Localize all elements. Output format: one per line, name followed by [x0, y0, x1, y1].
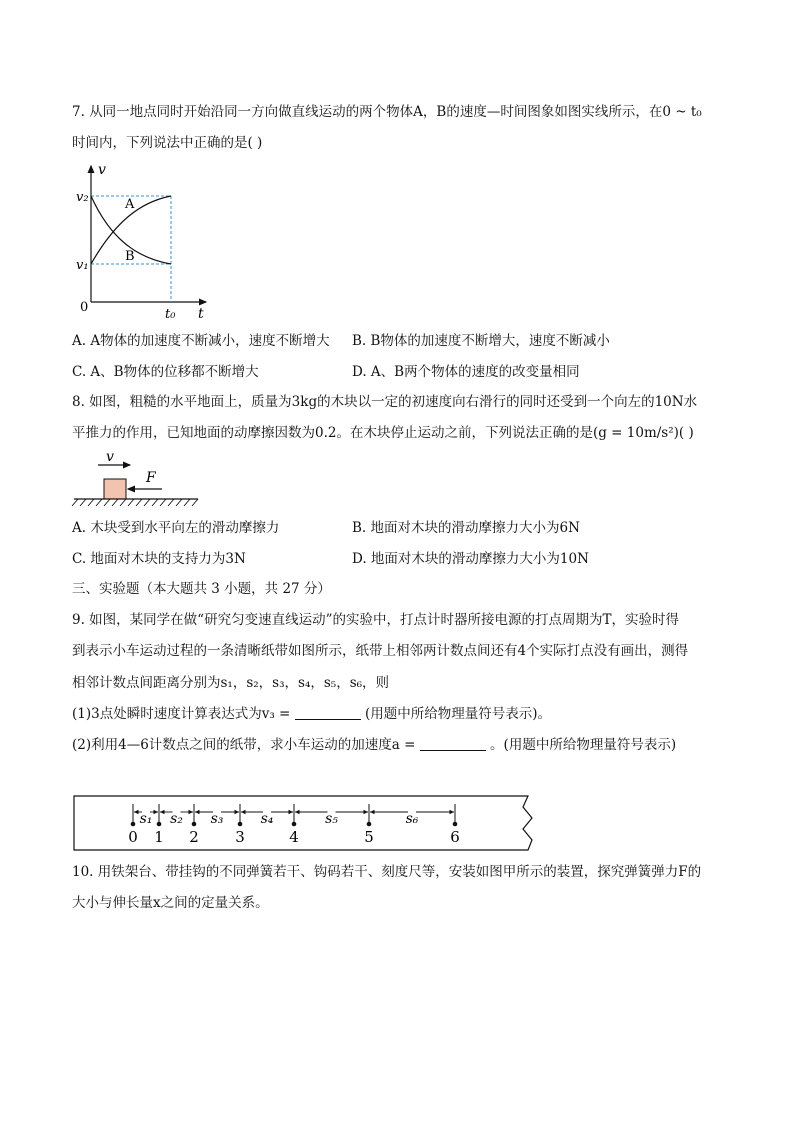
tape-segment-label-1: s₁	[139, 811, 153, 827]
tape-dot-4	[292, 822, 297, 827]
tape-point-label-6: 6	[450, 828, 460, 846]
tape-dot-5	[367, 822, 372, 827]
q8-line-1: 8. 如图，粗糙的水平地面上，质量为3kg的木块以一定的初速度向右滑行的同时还受到一个向左的10N水	[72, 394, 698, 410]
tape-point-label-1: 1	[154, 828, 164, 846]
q8-option-d[interactable]: D. 地面对木块的滑动摩擦力大小为10N	[352, 551, 589, 567]
v-axis-label: v	[98, 162, 106, 178]
q9-line-1: 9. 如图，某同学在做“研究匀变速直线运动”的实验中，打点计时器所接电源的打点周期为T，实验时得	[72, 612, 679, 628]
tape-dot-3	[238, 822, 243, 827]
q9-sub-1-answer-blank[interactable]	[295, 705, 361, 720]
v2-label: v₂	[76, 190, 89, 205]
velocity-label: v	[106, 449, 114, 465]
tape-point-label-5: 5	[364, 828, 374, 846]
tape-dot-0	[131, 822, 136, 827]
q8-option-a[interactable]: A. 木块受到水平向左的滑动摩擦力	[72, 520, 280, 536]
q7-line-2: 时间内，下列说法中正确的是( )	[72, 135, 263, 151]
ground-hatch	[72, 499, 198, 506]
q8-option-b[interactable]: B. 地面对木块的滑动摩擦力大小为6N	[352, 520, 580, 536]
v1-label: v₁	[76, 258, 89, 273]
q9-sub-2-prefix: (2)利用4—6计数点之间的纸带，求小车运动的加速度a =	[72, 737, 416, 753]
q9-sub-1	[72, 704, 551, 724]
tape-dot-6	[453, 822, 458, 827]
q9-sub-2	[72, 735, 676, 755]
q7-option-c[interactable]: C. A、B物体的位移都不断增大	[72, 364, 259, 380]
section-3-title: 三、实验题（本大题共 3 小题，共 27 分）	[72, 581, 331, 597]
t-axis-label: t	[198, 306, 204, 322]
q7-option-b[interactable]: B. B物体的加速度不断增大，速度不断减小	[352, 333, 610, 349]
origin-label: 0	[80, 300, 89, 315]
q7-line-1: 7. 从同一地点同时开始沿同一方向做直线运动的两个物体A，B的速度—时间图象如图实线所示，在0 ~ t₀	[72, 104, 702, 120]
tape-segment-label-2: s₂	[170, 811, 183, 827]
tape-point-label-0: 0	[128, 828, 138, 846]
q9-sub-1-prefix: (1)3点处瞬时速度计算表达式为v₃ =	[72, 706, 291, 722]
block-figure	[70, 449, 204, 511]
q9-sub-2-suffix: 。(用题中所给物理量符号表示)	[490, 737, 677, 753]
tape-dot-1	[157, 822, 162, 827]
tape-point-label-2: 2	[189, 828, 199, 846]
q7-option-d[interactable]: D. A、B两个物体的速度的改变量相同	[352, 364, 580, 380]
force-label: F	[146, 470, 156, 486]
curve-b-label: B	[125, 249, 135, 264]
q8-option-c[interactable]: C. 地面对木块的支持力为3N	[72, 551, 246, 567]
q8-line-2: 平推力的作用，已知地面的动摩擦因数为0.2。在木块停止运动之前，下列说法正确的是(g = 10m/s²)( )	[72, 425, 694, 441]
q9-line-3: 相邻计数点间距离分别为s₁，s₂，s₃，s₄，s₅，s₆，则	[72, 675, 390, 691]
q7-option-a[interactable]: A. A物体的加速度不断减小，速度不断增大	[72, 333, 330, 349]
tape-segment-label-5: s₅	[325, 811, 338, 827]
tape-segment-label-3: s₃	[210, 811, 224, 827]
vt-graph	[70, 160, 220, 322]
tape-segment-label-4: s₄	[260, 811, 274, 827]
q9-sub-2-answer-blank[interactable]	[420, 736, 486, 751]
tape-point-label-3: 3	[235, 828, 245, 846]
q9-line-2: 到表示小车运动过程的一条清晰纸带如图所示，纸带上相邻两计数点间还有4个实际打点没有画出，测得	[72, 643, 689, 659]
t0-label: t₀	[165, 307, 176, 322]
q10-line-1: 10. 用铁架台、带挂钩的不同弹簧若干、钩码若干、刻度尺等，安装如图甲所示的装置，探究弹簧弹力F的	[72, 864, 702, 880]
q9-sub-1-suffix: (用题中所给物理量符号表示)。	[364, 706, 551, 722]
wooden-block	[104, 479, 126, 499]
paper-tape	[72, 792, 542, 854]
curve-a-label: A	[125, 197, 135, 212]
tape-point-label-4: 4	[289, 828, 299, 846]
tape-dot-2	[192, 822, 197, 827]
q10-line-2: 大小与伸长量x之间的定量关系。	[72, 895, 269, 911]
tape-segment-label-6: s₆	[405, 811, 419, 827]
